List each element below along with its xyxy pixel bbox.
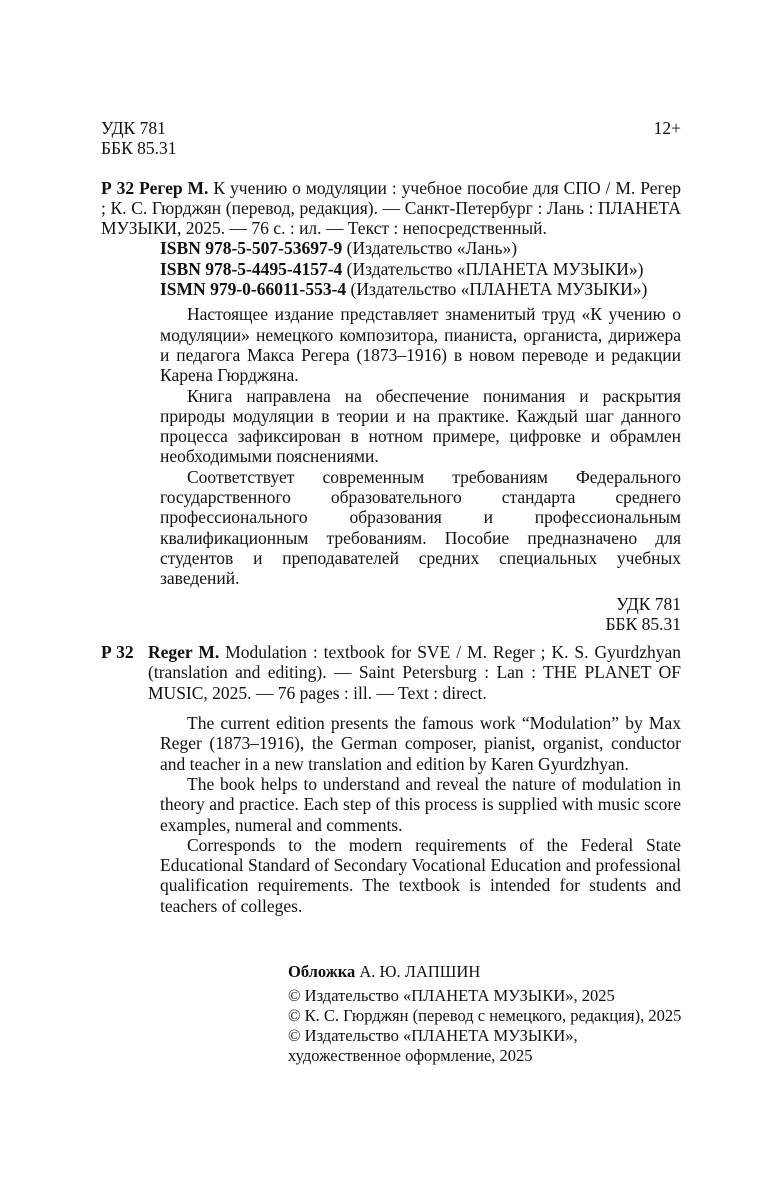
ru-entry-code: Р 32 [101, 177, 135, 198]
isbn-number: ISBN 978-5-507-53697-9 [160, 238, 343, 259]
copyright-line: © Издательство «ПЛАНЕТА МУЗЫКИ», 2025 [288, 986, 615, 1005]
ru-udk-code: УДК 781 [616, 593, 681, 614]
bibliographic-page [101, 118, 681, 916]
isbn-publisher: (Издательство «ПЛАНЕТА МУЗЫКИ») [346, 258, 644, 279]
en-entry-code: Р 32 [101, 642, 134, 663]
udk-code: УДК 781 [101, 118, 166, 138]
cover-artist: А. Ю. ЛАПШИН [359, 962, 481, 981]
ru-bbk-code: ББК 85.31 [605, 613, 681, 634]
bbk-code: ББК 85.31 [101, 138, 177, 159]
ismn-publisher: (Издательство «ПЛАНЕТА МУЗЫКИ») [350, 279, 648, 300]
en-abstract [160, 713, 681, 916]
cover-label: Обложка [288, 962, 356, 981]
classification-codes [101, 118, 177, 159]
age-rating: 12+ [653, 118, 681, 138]
copyright-line: © Издательство «ПЛАНЕТА МУЗЫКИ», художественное оформление, 2025 [288, 1026, 578, 1065]
ru-abstract-paragraph: Соответствует современным требованиям Федерального государственного образовательного стандарта среднего профессионального образования и профессиональным квалификационным требованиям. Пособие предназначено для студентов и преподавателей средних специальных учебных заведений. [160, 466, 681, 589]
en-entry-author: Reger M. [148, 642, 220, 663]
isbn-publisher: (Издательство «Лань») [346, 238, 518, 259]
en-abstract-paragraph: Corresponds to the modern requirements of the Federal State Educational Standard of Secondary Vocational Education and professional qualification requirements. The textbook is intended for students and teachers of colleges. [160, 834, 681, 916]
ru-entry-heading [101, 178, 681, 239]
isbn-list [160, 238, 681, 299]
en-entry-heading [101, 642, 681, 703]
ru-classification-footer [101, 594, 681, 635]
isbn-line [160, 259, 681, 279]
ru-abstract [160, 304, 681, 588]
ru-abstract-paragraph: Книга направлена на обеспечение понимания и раскрытия природы модуляции в теории и на практике. Каждый шаг данного процесса зафиксирован в нотном примере, цифровке и обрамлен необходимыми пояснениями. [160, 385, 681, 467]
en-entry-body [148, 642, 681, 703]
credits-block [288, 962, 688, 1066]
ru-entry-text: К учению о модуляции : учебное пособие для СПО / М. Регер ; К. С. Гюрджян (перевод, редакция). — Санкт-Петербург : Лань : ПЛАНЕТА МУЗЫКИ, 2025. — 76 с. : ил. — Текст : непосредственный. [101, 177, 681, 239]
cover-credit [288, 962, 688, 982]
ru-abstract-paragraph: Настоящее издание представляет знаменитый труд «К учению о модуляции» немецкого композитора, пианиста, органиста, дирижера и педагога Макса Регера (1873–1916) в новом переводе и редакции Карена Гюрджяна. [160, 304, 681, 386]
isbn-number: ISBN 978-5-4495-4157-4 [160, 258, 343, 279]
ru-entry-author: Регер М. [139, 177, 209, 198]
isbn-line [160, 238, 681, 258]
ismn-line [160, 279, 681, 299]
en-entry-text: Modulation : textbook for SVE / M. Reger ; K. S. Gyurdzhyan (translation and editing). — Saint Petersburg : Lan : THE PLANET OF MUSIC, 2025. — 76 pages : ill. — Text : direct. [148, 642, 681, 703]
classification-header [101, 118, 681, 159]
en-abstract-paragraph: The book helps to understand and reveal the nature of modulation in theory and practice. Each step of this process is supplied with music score examples, numeral and comments. [160, 773, 681, 835]
en-abstract-paragraph: The current edition presents the famous work “Modulation” by Max Reger (1873–1916), the German composer, pianist, organist, conductor and teacher in a new translation and edition by Karen Gyurdzhyan. [160, 713, 681, 774]
copyright-line: © К. С. Гюрджян (перевод с немецкого, редакция), 2025 [288, 1006, 682, 1025]
ismn-number: ISMN 979-0-66011-553-4 [160, 279, 347, 300]
